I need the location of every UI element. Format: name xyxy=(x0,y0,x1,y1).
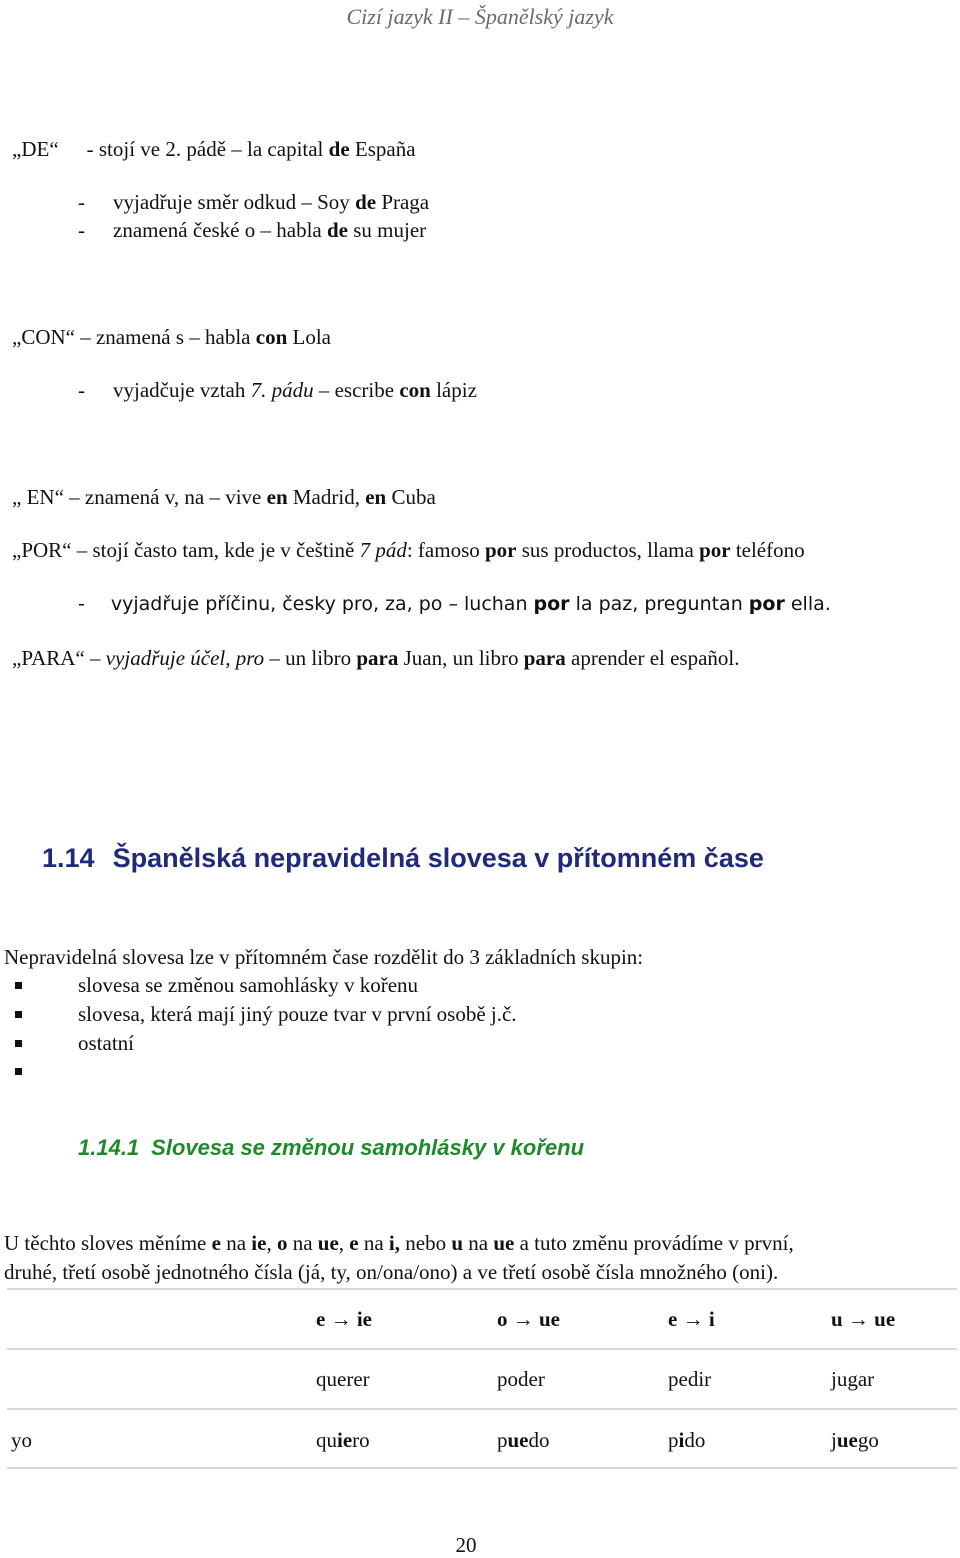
yo-form-stem: i xyxy=(678,1428,685,1452)
paragraph-text: , xyxy=(266,1231,277,1255)
con-keyword: con xyxy=(399,378,431,402)
en-keyword: en xyxy=(365,485,387,509)
para-line xyxy=(12,645,740,671)
de-keyword: de xyxy=(328,137,350,161)
por-keyword: por xyxy=(699,538,731,562)
para-keyword: para xyxy=(356,646,399,670)
por-text: la paz, preguntan xyxy=(569,593,749,615)
dash: - xyxy=(78,378,85,402)
de-label: „DE“ xyxy=(12,137,59,161)
de-text: vyjadřuje směr odkud – Soy xyxy=(113,190,356,214)
paragraph-text: U těchto sloves měníme xyxy=(4,1231,212,1255)
por-line-2 xyxy=(78,591,831,617)
para-italic: vyjadřuje účel, pro xyxy=(105,646,265,670)
en-keyword: en xyxy=(266,485,288,509)
por-text: vyjadřuje příčinu, česky pro, za, po – luchan xyxy=(110,593,534,615)
paragraph-keyword: ie xyxy=(251,1231,267,1255)
con-text: vyjadčuje vztah xyxy=(113,378,251,402)
subsection-paragraph-line-2: druhé, třetí osobě jednotného čísla (já, ty, on/ona/ono) a ve třetí osobě čísla množného (oni). xyxy=(4,1260,779,1284)
bullet-marker xyxy=(15,982,22,989)
yo-form-part: j xyxy=(831,1428,837,1452)
paragraph-keyword: ue xyxy=(493,1231,515,1255)
para-text: Juan, un libro xyxy=(398,646,524,670)
yo-form-part: p xyxy=(497,1428,508,1452)
subsection-paragraph-line-1 xyxy=(4,1230,794,1256)
por-italic: 7 pád xyxy=(359,538,407,562)
dash: - xyxy=(78,218,85,242)
dash: - xyxy=(78,593,85,615)
section-intro: Nepravidelná slovesa lze v přítomném čase rozdělit do 3 základních skupin: xyxy=(4,945,644,969)
table-rule xyxy=(7,1348,957,1350)
en-text: Madrid, xyxy=(287,485,366,509)
de-text: Praga xyxy=(376,190,430,214)
table-yo-cell xyxy=(831,1427,879,1453)
page-header: Cizí jazyk II – Španělský jazyk xyxy=(346,4,614,29)
de-text: - stojí ve 2. pádě – la capital xyxy=(86,137,329,161)
table-rule xyxy=(7,1288,957,1290)
por-text: ella. xyxy=(784,593,831,615)
section-number: 1.14 xyxy=(42,843,95,873)
table-infinitive-cell: pedir xyxy=(668,1367,712,1391)
para-text: „PARA“ – xyxy=(12,646,106,670)
con-text: – escribe xyxy=(313,378,400,402)
bullet-item: slovesa se změnou samohlásky v kořenu xyxy=(78,973,419,997)
de-line-2 xyxy=(78,189,429,215)
bullet-marker xyxy=(15,1011,22,1018)
paragraph-keyword: ue xyxy=(317,1231,339,1255)
yo-form-stem: ie xyxy=(337,1428,353,1452)
con-keyword: con xyxy=(255,325,288,349)
yo-form-part: do xyxy=(528,1428,550,1452)
table-yo-cell xyxy=(316,1427,370,1453)
dash: - xyxy=(78,190,85,214)
paragraph-text: na xyxy=(358,1231,389,1255)
table-header-cell: o → ue xyxy=(497,1307,560,1331)
yo-form-part: p xyxy=(668,1428,679,1452)
table-header-cell: e → i xyxy=(668,1307,715,1331)
paragraph-keyword: i, xyxy=(388,1231,401,1255)
section-heading xyxy=(42,843,764,874)
yo-form-part: ro xyxy=(352,1428,370,1452)
de-keyword: de xyxy=(326,218,348,242)
con-italic: 7. pádu xyxy=(250,378,314,402)
table-header-cell: e → ie xyxy=(316,1307,372,1331)
con-line-1 xyxy=(12,324,331,350)
paragraph-text: na xyxy=(220,1231,252,1255)
por-text: teléfono xyxy=(730,538,805,562)
subsection-title: Slovesa se změnou samohlásky v kořenu xyxy=(151,1135,585,1160)
en-line xyxy=(12,484,436,510)
en-text: „ EN“ – znamená v, na – vive xyxy=(12,485,267,509)
yo-form-part: do xyxy=(684,1428,706,1452)
paragraph-text: na xyxy=(287,1231,318,1255)
table-infinitive-cell: querer xyxy=(316,1367,370,1391)
de-keyword: de xyxy=(355,190,377,214)
paragraph-text: a tuto změnu provádíme v první, xyxy=(514,1231,794,1255)
para-text: – un libro xyxy=(264,646,357,670)
section-title: Španělská nepravidelná slovesa v přítomném čase xyxy=(112,843,764,873)
en-text: Cuba xyxy=(386,485,436,509)
table-rule xyxy=(7,1467,957,1469)
paragraph-keyword: u xyxy=(451,1231,464,1255)
paragraph-text: nebo xyxy=(400,1231,452,1255)
por-keyword: por xyxy=(485,538,517,562)
yo-form-stem: ue xyxy=(836,1428,858,1452)
table-infinitive-cell: poder xyxy=(497,1367,545,1391)
por-keyword: por xyxy=(748,593,785,615)
con-text: Lola xyxy=(287,325,331,349)
subsection-heading xyxy=(78,1135,584,1161)
por-text: sus productos, llama xyxy=(516,538,700,562)
de-line-3 xyxy=(78,217,426,243)
yo-form-stem: ue xyxy=(507,1428,529,1452)
bullet-marker xyxy=(15,1040,22,1047)
table-yo-cell xyxy=(668,1427,705,1453)
yo-form-part: go xyxy=(857,1428,879,1452)
table-rule xyxy=(7,1408,957,1410)
table-row-label: yo xyxy=(11,1428,32,1452)
yo-form-part: qu xyxy=(316,1428,337,1452)
por-text: „POR“ – stojí často tam, kde je v češtině xyxy=(12,538,360,562)
para-text: aprender el español. xyxy=(565,646,740,670)
con-text: „CON“ – znamená s – habla xyxy=(12,325,256,349)
paragraph-keyword: e xyxy=(349,1231,359,1255)
de-text: znamená české o – habla xyxy=(113,218,327,242)
table-infinitive-cell: jugar xyxy=(831,1367,875,1391)
bullet-item: ostatní xyxy=(78,1031,134,1055)
paragraph-keyword: o xyxy=(276,1231,288,1255)
por-text: : famoso xyxy=(406,538,485,562)
subsection-number: 1.14.1 xyxy=(78,1135,140,1160)
por-keyword: por xyxy=(533,593,570,615)
para-keyword: para xyxy=(523,646,566,670)
por-line-1 xyxy=(12,537,805,563)
bullet-item: slovesa, která mají jiný pouze tvar v první osobě j.č. xyxy=(78,1002,517,1026)
paragraph-keyword: e xyxy=(211,1231,221,1255)
de-text: su mujer xyxy=(347,218,427,242)
con-line-2 xyxy=(78,377,477,403)
de-line-1 xyxy=(12,136,416,162)
de-text: España xyxy=(349,137,416,161)
table-yo-cell xyxy=(497,1427,550,1453)
paragraph-text: na xyxy=(463,1231,494,1255)
table-header-cell: u → ue xyxy=(831,1307,896,1331)
con-text: lápiz xyxy=(430,378,477,402)
page-number: 20 xyxy=(455,1533,477,1557)
paragraph-text: , xyxy=(338,1231,350,1255)
bullet-marker xyxy=(15,1068,22,1075)
